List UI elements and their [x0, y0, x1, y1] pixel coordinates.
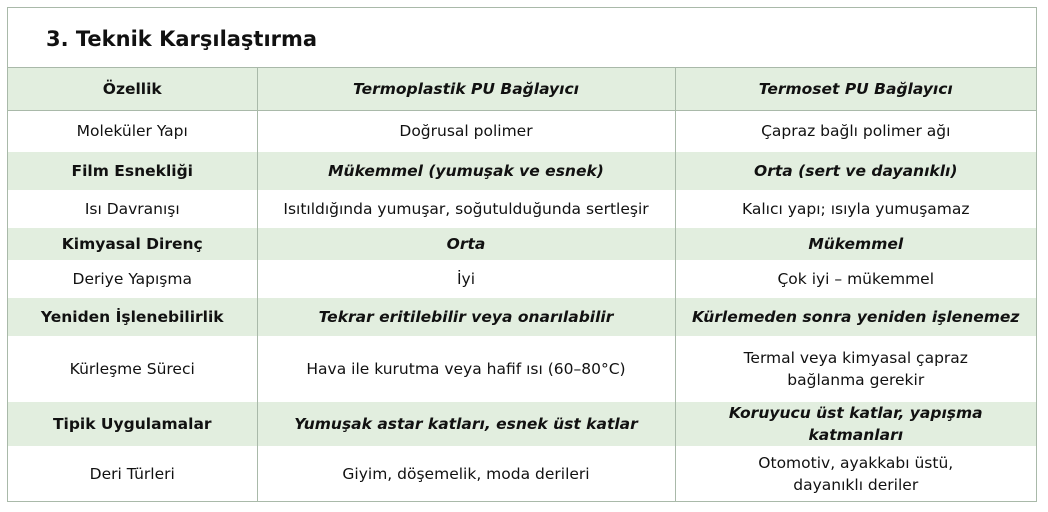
table-row [8, 190, 1036, 228]
row-feature: Tipik Uygulamalar [8, 402, 257, 446]
row-thermoset: Kalıcı yapı; ısıyla yumuşamaz [675, 190, 1036, 228]
row-thermoplastic: Tekrar eritilebilir veya onarılabilir [257, 298, 675, 336]
row-feature: Deriye Yapışma [72, 270, 192, 288]
row-thermoset: Çok iyi – mükemmel [675, 260, 1036, 298]
row-thermoset-line-1: Otomotiv, ayakkabı üstü, [758, 454, 954, 472]
table-row [8, 298, 1036, 336]
header-feature: Özellik [8, 68, 257, 110]
row-thermoplastic: Hava ile kurutma veya hafif ısı (60–80°C) [257, 336, 675, 402]
row-feature: Film Esnekliği [8, 152, 257, 190]
row-thermoset-line-1: Termal veya kimyasal çapraz [743, 349, 968, 367]
row-feature: Isı Davranışı [84, 200, 180, 218]
row-thermoset-line-2: bağlanma gerekir [787, 371, 925, 389]
row-feature: Moleküler Yapı [76, 122, 188, 141]
row-feature: Yeniden İşlenebilirlik [8, 298, 257, 336]
table-row [8, 402, 1036, 446]
row-thermoset: Çapraz bağlı polimer ağı [675, 110, 1036, 152]
row-feature: Kimyasal Direnç [8, 228, 257, 260]
row-thermoplastic: Mükemmel (yumuşak ve esnek) [257, 152, 675, 190]
header-thermoset: Termoset PU Bağlayıcı [675, 68, 1036, 110]
table-header-row [8, 68, 1036, 110]
row-thermoset [675, 336, 1036, 402]
section-title: 3. Teknik Karşılaştırma [8, 8, 1036, 68]
row-thermoplastic: Giyim, döşemelik, moda derileri [257, 446, 675, 502]
row-thermoplastic: Doğrusal polimer [257, 110, 675, 152]
row-thermoset: Kürlemeden sonra yeniden işlenemez [675, 298, 1036, 336]
table-row [8, 260, 1036, 298]
table-row [8, 228, 1036, 260]
row-thermoset: Orta (sert ve dayanıklı) [675, 152, 1036, 190]
comparison-table [8, 68, 1036, 502]
header-thermoplastic: Termoplastik PU Bağlayıcı [257, 68, 675, 110]
row-thermoset-line-2: dayanıklı deriler [793, 476, 919, 494]
row-thermoplastic: Isıtıldığında yumuşar, soğutulduğunda sertleşir [257, 190, 675, 228]
table-row [8, 336, 1036, 402]
table-row [8, 110, 1036, 152]
row-feature: Kürleşme Süreci [69, 360, 195, 378]
row-thermoplastic: Yumuşak astar katları, esnek üst katlar [257, 402, 675, 446]
row-feature: Deri Türleri [89, 465, 175, 483]
row-thermoset [675, 446, 1036, 502]
row-thermoplastic: İyi [257, 260, 675, 298]
comparison-panel [7, 7, 1037, 502]
row-thermoplastic: Orta [257, 228, 675, 260]
row-thermoset: Mükemmel [675, 228, 1036, 260]
table-row [8, 446, 1036, 502]
row-thermoset: Koruyucu üst katlar, yapışma katmanları [675, 402, 1036, 446]
table-row [8, 152, 1036, 190]
